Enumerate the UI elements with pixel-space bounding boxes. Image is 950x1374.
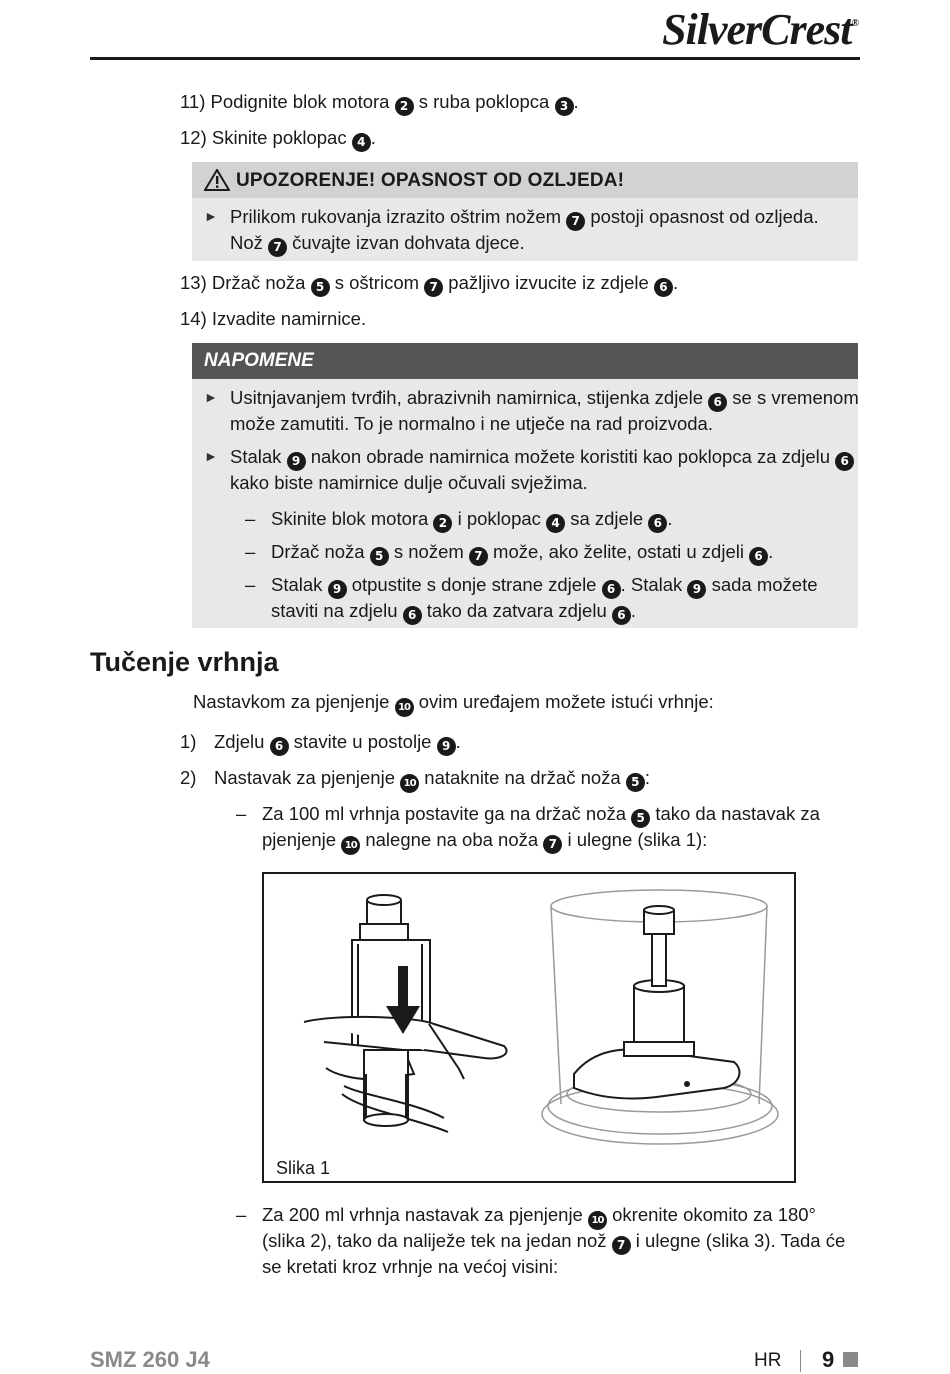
footer-separator bbox=[800, 1350, 801, 1372]
note-sub-1: Skinite blok motora 2 i poklopac 4 sa zdjele 6 . bbox=[271, 506, 673, 533]
callout-5: 5 bbox=[370, 547, 389, 566]
callout-10: 10 bbox=[588, 1211, 607, 1230]
callout-4: 4 bbox=[546, 514, 565, 533]
dash: – bbox=[245, 574, 256, 595]
section-step-1-label: 1) bbox=[180, 731, 197, 752]
step-14: 14) Izvadite namirnice. bbox=[180, 308, 367, 329]
callout-6: 6 bbox=[654, 278, 673, 297]
callout-3: 3 bbox=[555, 97, 574, 116]
note-1-line-2: može zamutiti. To je normalno i ne utječe na rad proizvoda. bbox=[230, 413, 713, 434]
step-12: 12) Skinite poklopac 4 . bbox=[180, 125, 376, 152]
section-step-2: Nastavak za pjenjenje 10 nataknite na držač noža 5 : bbox=[214, 765, 650, 793]
bullet-arrow-icon: ► bbox=[204, 389, 218, 405]
callout-7: 7 bbox=[268, 238, 287, 257]
callout-9: 9 bbox=[328, 580, 347, 599]
step-13: 13) Držač noža 5 s oštricom 7 pažljivo izvucite iz zdjele 6 . bbox=[180, 270, 678, 297]
note-2-line-2: kako biste namirnice dulje očuvali svježima. bbox=[230, 472, 588, 493]
dash: – bbox=[236, 1204, 247, 1225]
callout-6: 6 bbox=[648, 514, 667, 533]
callout-7: 7 bbox=[612, 1236, 631, 1255]
bullet-arrow-icon: ► bbox=[204, 448, 218, 464]
notes-title: NAPOMENE bbox=[204, 350, 314, 371]
section-sub-1-line-1: Za 100 ml vrhnja postavite ga na držač noža 5 tako da nastavak za bbox=[262, 801, 820, 828]
section-sub-1-line-2: pjenjenje 10 nalegne na oba noža 7 i ulegne (slika 1): bbox=[262, 827, 707, 855]
section-intro: Nastavkom za pjenjenje 10 ovim uređajem možete istući vrhnje: bbox=[193, 689, 714, 717]
dash: – bbox=[236, 803, 247, 824]
warning-line-1: Prilikom rukovanja izrazito oštrim nožem 7 postoji opasnost od ozljeda. bbox=[230, 204, 819, 231]
section-sub-2-line-1: Za 200 ml vrhnja nastavak za pjenjenje 10 okrenite okomito za 180° bbox=[262, 1202, 816, 1230]
callout-6: 6 bbox=[612, 606, 631, 625]
callout-5: 5 bbox=[626, 773, 645, 792]
note-2-line-1: Stalak 9 nakon obrade namirnica možete koristiti kao poklopca za zdjelu 6 bbox=[230, 444, 854, 471]
footer-language: HR bbox=[754, 1350, 782, 1371]
callout-7: 7 bbox=[469, 547, 488, 566]
step-11: 11) Podignite blok motora 2 s ruba poklopca 3 . bbox=[180, 89, 579, 116]
note-sub-2: Držač noža 5 s nožem 7 može, ako želite, ostati u zdjeli 6 . bbox=[271, 539, 773, 566]
callout-5: 5 bbox=[631, 809, 650, 828]
whisk-illustration bbox=[264, 874, 794, 1181]
callout-2: 2 bbox=[395, 97, 414, 116]
section-sub-2-line-3: se kretati kroz vrhnje na većoj visini: bbox=[262, 1256, 559, 1277]
figure-caption: Slika 1 bbox=[276, 1158, 331, 1178]
callout-9: 9 bbox=[287, 452, 306, 471]
warning-line-2: Nož 7 čuvajte izvan dohvata djece. bbox=[230, 230, 525, 257]
dash: – bbox=[245, 508, 256, 529]
section-step-1: Zdjelu 6 stavite u postolje 9 . bbox=[214, 729, 461, 756]
figure-1 bbox=[262, 872, 796, 1183]
header-rule bbox=[90, 57, 860, 60]
callout-6: 6 bbox=[403, 606, 422, 625]
warning-triangle-icon bbox=[204, 169, 230, 191]
note-1-line-1: Usitnjavanjem tvrđih, abrazivnih namirnica, stijenka zdjele 6 se s vremenom bbox=[230, 385, 859, 412]
callout-10: 10 bbox=[400, 774, 419, 793]
callout-4: 4 bbox=[352, 133, 371, 152]
callout-7: 7 bbox=[566, 212, 585, 231]
warning-title: UPOZORENJE! OPASNOST OD OZLJEDA! bbox=[236, 170, 625, 191]
callout-7: 7 bbox=[543, 835, 562, 854]
callout-5: 5 bbox=[311, 278, 330, 297]
note-sub-3-line-1: Stalak 9 otpustite s donje strane zdjele 6 . Stalak 9 sada možete bbox=[271, 572, 818, 599]
callout-9: 9 bbox=[437, 737, 456, 756]
footer-model: SMZ 260 J4 bbox=[90, 1347, 210, 1372]
note-sub-3-line-2: staviti na zdjelu 6 tako da zatvara zdjelu 6 . bbox=[271, 598, 636, 625]
callout-6: 6 bbox=[835, 452, 854, 471]
callout-10: 10 bbox=[341, 836, 360, 855]
callout-9: 9 bbox=[687, 580, 706, 599]
bullet-arrow-icon: ► bbox=[204, 208, 218, 224]
callout-10: 10 bbox=[395, 698, 414, 717]
dash: – bbox=[245, 541, 256, 562]
section-title: Tučenje vrhnja bbox=[90, 647, 279, 677]
section-sub-2-line-2: (slika 2), tako da naliježe tek na jedan nož 7 i ulegne (slika 3). Tada će bbox=[262, 1228, 845, 1255]
brand-logo: SilverCrest® bbox=[662, 5, 858, 54]
callout-6: 6 bbox=[270, 737, 289, 756]
callout-6: 6 bbox=[749, 547, 768, 566]
callout-6: 6 bbox=[708, 393, 727, 412]
footer-page-number: 9 bbox=[822, 1347, 835, 1372]
section-step-2-label: 2) bbox=[180, 767, 197, 788]
callout-7: 7 bbox=[424, 278, 443, 297]
callout-6: 6 bbox=[602, 580, 621, 599]
footer-square-icon bbox=[843, 1352, 858, 1367]
callout-2: 2 bbox=[433, 514, 452, 533]
